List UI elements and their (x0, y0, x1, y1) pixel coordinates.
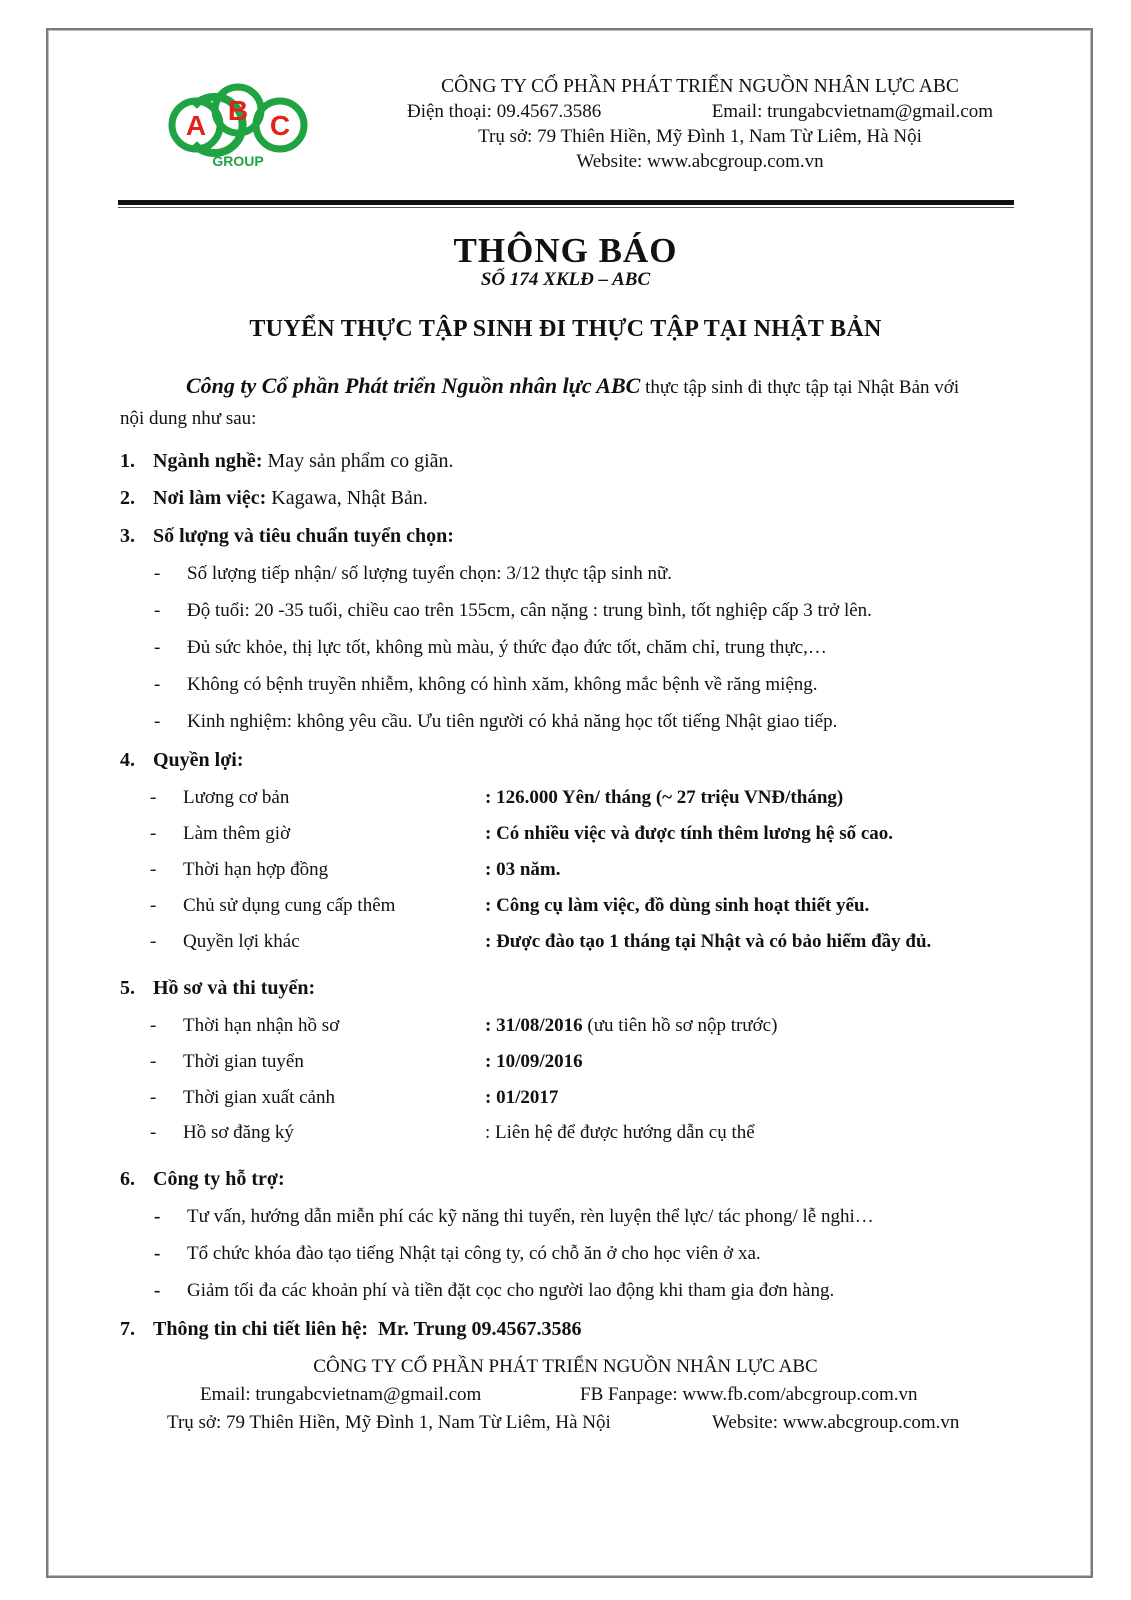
benefit-row: - Làm thêm giờ : Có nhiều việc và được tính thêm lương hệ số cao. (150, 823, 894, 844)
document-number: SỐ 174 XKLĐ – ABC (480, 269, 651, 290)
abc-group-logo (168, 80, 308, 172)
section-number: 3. (120, 525, 135, 547)
application-row: - Thời gian tuyển : 10/09/2016 (150, 1051, 583, 1072)
footer-email: Email: trungabcvietnam@gmail.com (200, 1384, 482, 1405)
list-item: - Giảm tối đa các khoản phí và tiền đặt cọc cho người lao động khi tham gia đơn hàng. (154, 1280, 835, 1301)
letterhead (405, 74, 995, 174)
footer-website: Website: www.abcgroup.com.vn (712, 1412, 960, 1433)
section-label: Thông tin chi tiết liên hệ: (153, 1318, 369, 1340)
company-website: Website: www.abcgroup.com.vn (576, 151, 824, 172)
section-label: Quyền lợi: (153, 749, 244, 771)
section-number: 5. (120, 977, 135, 999)
list-item: - Kinh nghiệm: không yêu cầu. Ưu tiên người có khả năng học tốt tiếng Nhật giao tiếp. (154, 711, 838, 732)
header-divider (118, 200, 1014, 205)
section-4 (120, 749, 244, 772)
section-label: Ngành nghề: (153, 450, 263, 472)
header-divider-thin (118, 207, 1014, 208)
section-number: 6. (120, 1168, 135, 1190)
document-heading: TUYỂN THỰC TẬP SINH ĐI THỰC TẬP TẠI NHẬT BẢN (249, 316, 882, 342)
logo-letter-c: C (269, 110, 291, 141)
intro-text-2: nội dung như sau: (120, 408, 257, 429)
contact-person: Mr. Trung 09.4567.3586 (378, 1318, 582, 1340)
intro-company: Công ty Cổ phần Phát triển Nguồn nhân lực ABC (186, 373, 641, 398)
logo-letter-b: B (227, 95, 249, 126)
section-number: 7. (120, 1318, 135, 1340)
footer-fanpage: FB Fanpage: www.fb.com/abcgroup.com.vn (580, 1384, 918, 1405)
company-name: CÔNG TY CỔ PHẦN PHÁT TRIỂN NGUỒN NHÂN LỰC ABC (441, 76, 959, 97)
benefit-row: - Thời hạn hợp đồng : 03 năm. (150, 859, 561, 880)
logo-group-text: GROUP (212, 153, 264, 169)
company-phone: Điện thoại: 09.4567.3586 (407, 101, 602, 122)
application-row: - Thời gian xuất cảnh : 01/2017 (150, 1087, 559, 1108)
section-5 (120, 977, 315, 1000)
list-item: - Tư vấn, hướng dẫn miễn phí các kỹ năng thi tuyển, rèn luyện thể lực/ tác phong/ lễ nghi… (154, 1206, 874, 1227)
application-row: - Thời hạn nhận hồ sơ : 31/08/2016 (ưu tiên hồ sơ nộp trước) (150, 1015, 778, 1036)
footer-company: CÔNG TY CỔ PHẦN PHÁT TRIỂN NGUỒN NHÂN LỰC ABC (313, 1356, 818, 1377)
section-value: Kagawa, Nhật Bản. (266, 487, 428, 509)
company-email: Email: trungabcvietnam@gmail.com (711, 101, 993, 122)
section-label: Hồ sơ và thi tuyển: (153, 977, 316, 999)
footer-address: Trụ sở: 79 Thiên Hiền, Mỹ Đình 1, Nam Từ Liêm, Hà Nội (167, 1412, 611, 1433)
section-3 (120, 525, 454, 548)
section-label: Nơi làm việc: (153, 487, 267, 509)
document-title: THÔNG BÁO (453, 231, 678, 270)
intro-text-1: thực tập sinh đi thực tập tại Nhật Bản với (640, 377, 960, 398)
section-2 (120, 487, 428, 510)
section-7 (120, 1318, 582, 1341)
benefit-row: - Chủ sử dụng cung cấp thêm : Công cụ làm việc, đồ dùng sinh hoạt thiết yếu. (150, 895, 870, 916)
list-item: - Không có bệnh truyền nhiễm, không có hình xăm, không mắc bệnh về răng miệng. (154, 674, 818, 695)
section-label: Số lượng và tiêu chuẩn tuyển chọn: (153, 525, 454, 547)
section-1 (120, 450, 454, 473)
logo-letter-a: A (185, 110, 207, 141)
section-value: May sản phẩm co giãn. (262, 450, 454, 472)
section-number: 2. (120, 487, 135, 509)
benefit-row: - Quyền lợi khác : Được đào tạo 1 tháng tại Nhật và có bảo hiểm đầy đủ. (150, 931, 932, 952)
section-number: 1. (120, 450, 135, 472)
section-label: Công ty hỗ trợ: (153, 1168, 285, 1190)
company-address: Trụ sở: 79 Thiên Hiền, Mỹ Đình 1, Nam Từ Liêm, Hà Nội (478, 126, 922, 147)
section-6 (120, 1168, 285, 1191)
list-item: - Đủ sức khỏe, thị lực tốt, không mù màu, ý thức đạo đức tốt, chăm chỉ, trung thực,… (154, 637, 827, 658)
list-item: - Số lượng tiếp nhận/ số lượng tuyển chọn: 3/12 thực tập sinh nữ. (154, 563, 673, 584)
list-item: - Độ tuổi: 20 -35 tuổi, chiều cao trên 155cm, cân nặng : trung bình, tốt nghiệp cấp 3 trở lên. (154, 600, 872, 621)
benefit-row: - Lương cơ bản : 126.000 Yên/ tháng (~ 27 triệu VNĐ/tháng) (150, 787, 844, 808)
list-item: - Tổ chức khóa đào tạo tiếng Nhật tại công ty, có chỗ ăn ở cho học viên ở xa. (154, 1243, 761, 1264)
intro-paragraph (120, 370, 1040, 434)
application-row: - Hồ sơ đăng ký : Liên hệ để được hướng dẫn cụ thể (150, 1122, 755, 1143)
section-number: 4. (120, 749, 135, 771)
